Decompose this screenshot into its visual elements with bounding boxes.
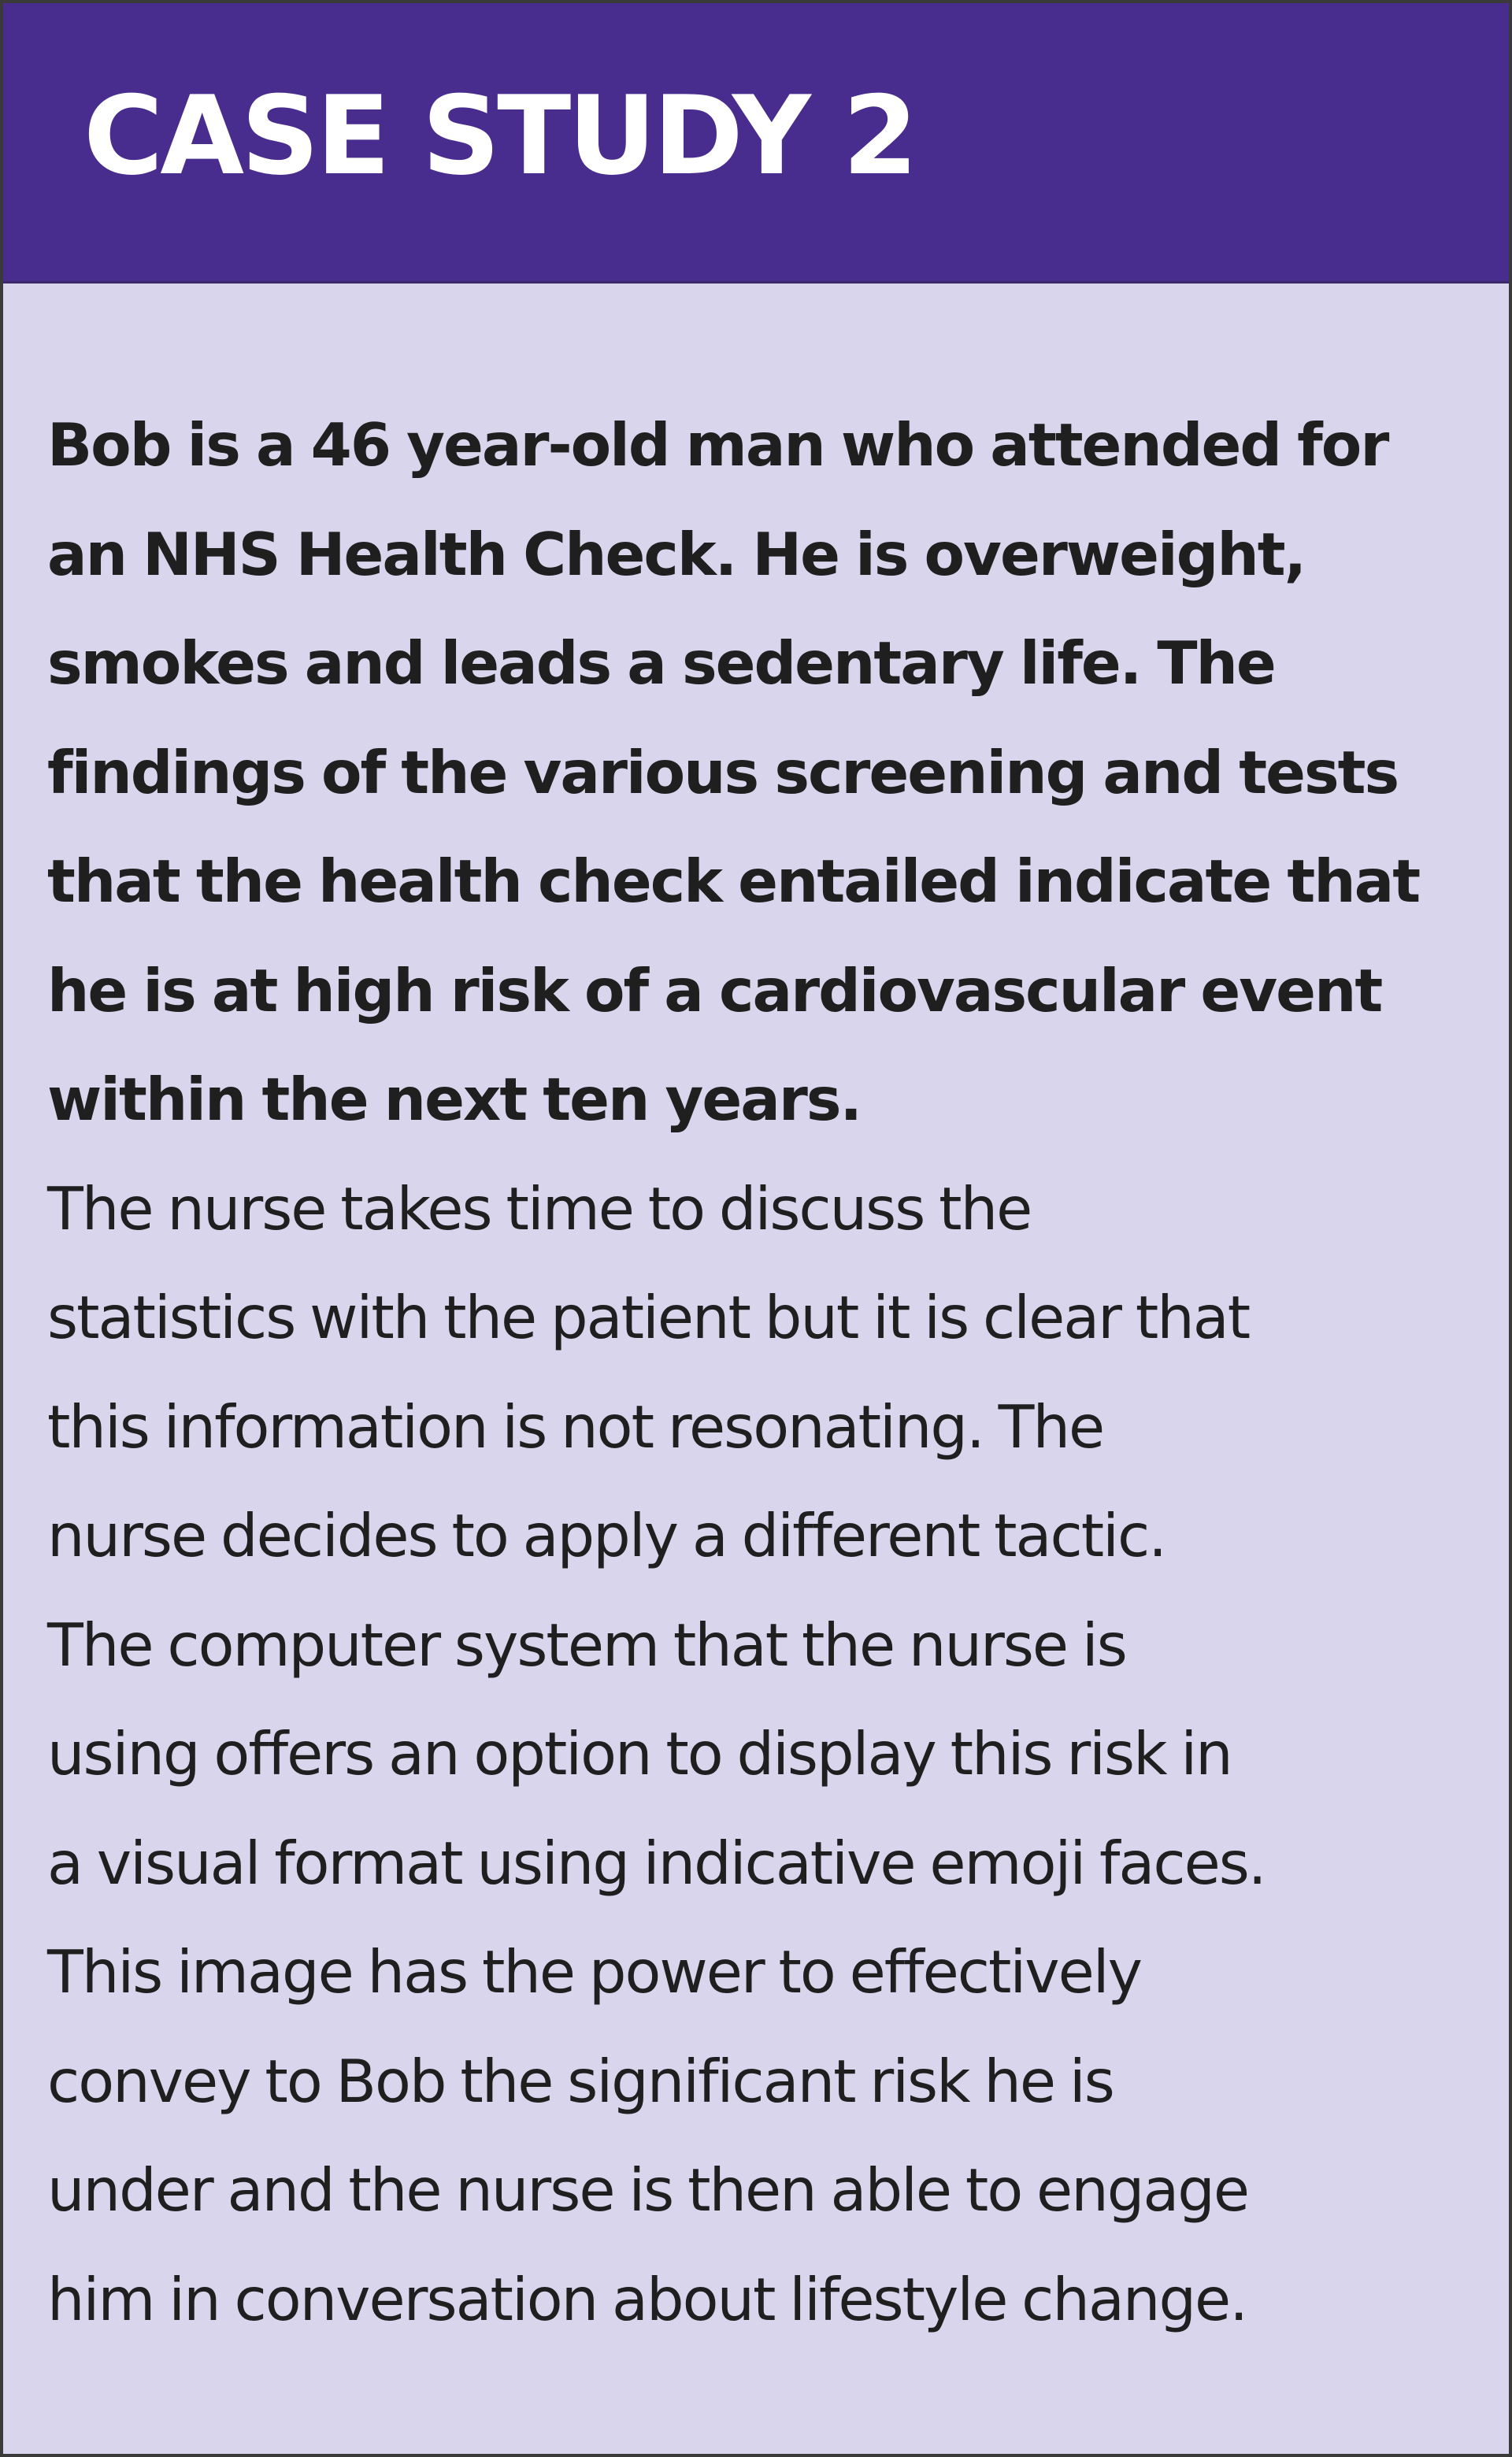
body-text-line: statistics with the patient but it is clear that: [47, 1283, 1250, 1352]
body-text-line: this information is not resonating. The: [47, 1392, 1104, 1462]
body-text-line: This image has the power to effectively: [47, 1937, 1141, 2007]
case-study-header: [3, 3, 1509, 284]
bold-intro-line: Bob is a 46 year-old man who attended for: [47, 410, 1388, 480]
body-text-line: using offers an option to display this risk in: [47, 1719, 1232, 1788]
body-text-line: convey to Bob the significant risk he is: [47, 2046, 1114, 2116]
bold-intro-line: that the health check entailed indicate that: [47, 847, 1420, 916]
bold-intro-line: findings of the various screening and tests: [47, 737, 1399, 807]
body-text-line: a visual format using indicative emoji faces.: [47, 1828, 1266, 1898]
case-study-body: [47, 391, 1488, 2354]
body-text-line: The nurse takes time to discuss the: [47, 1173, 1032, 1243]
bold-intro-line: smokes and leads a sedentary life. The: [47, 628, 1275, 698]
bold-intro-line: he is at high risk of a cardiovascular event: [47, 955, 1382, 1025]
bold-intro-line: within the next ten years.: [47, 1065, 861, 1134]
body-text-line: under and the nurse is then able to engage: [47, 2155, 1249, 2225]
body-text-line: him in conversation about lifestyle change.: [47, 2264, 1247, 2334]
body-text-line: The computer system that the nurse is: [47, 1610, 1126, 1680]
case-study-title: CASE STUDY 2: [83, 72, 915, 199]
bold-intro-line: an NHS Health Check. He is overweight,: [47, 519, 1306, 589]
body-text-line: nurse decides to apply a different tactic.: [47, 1501, 1166, 1570]
